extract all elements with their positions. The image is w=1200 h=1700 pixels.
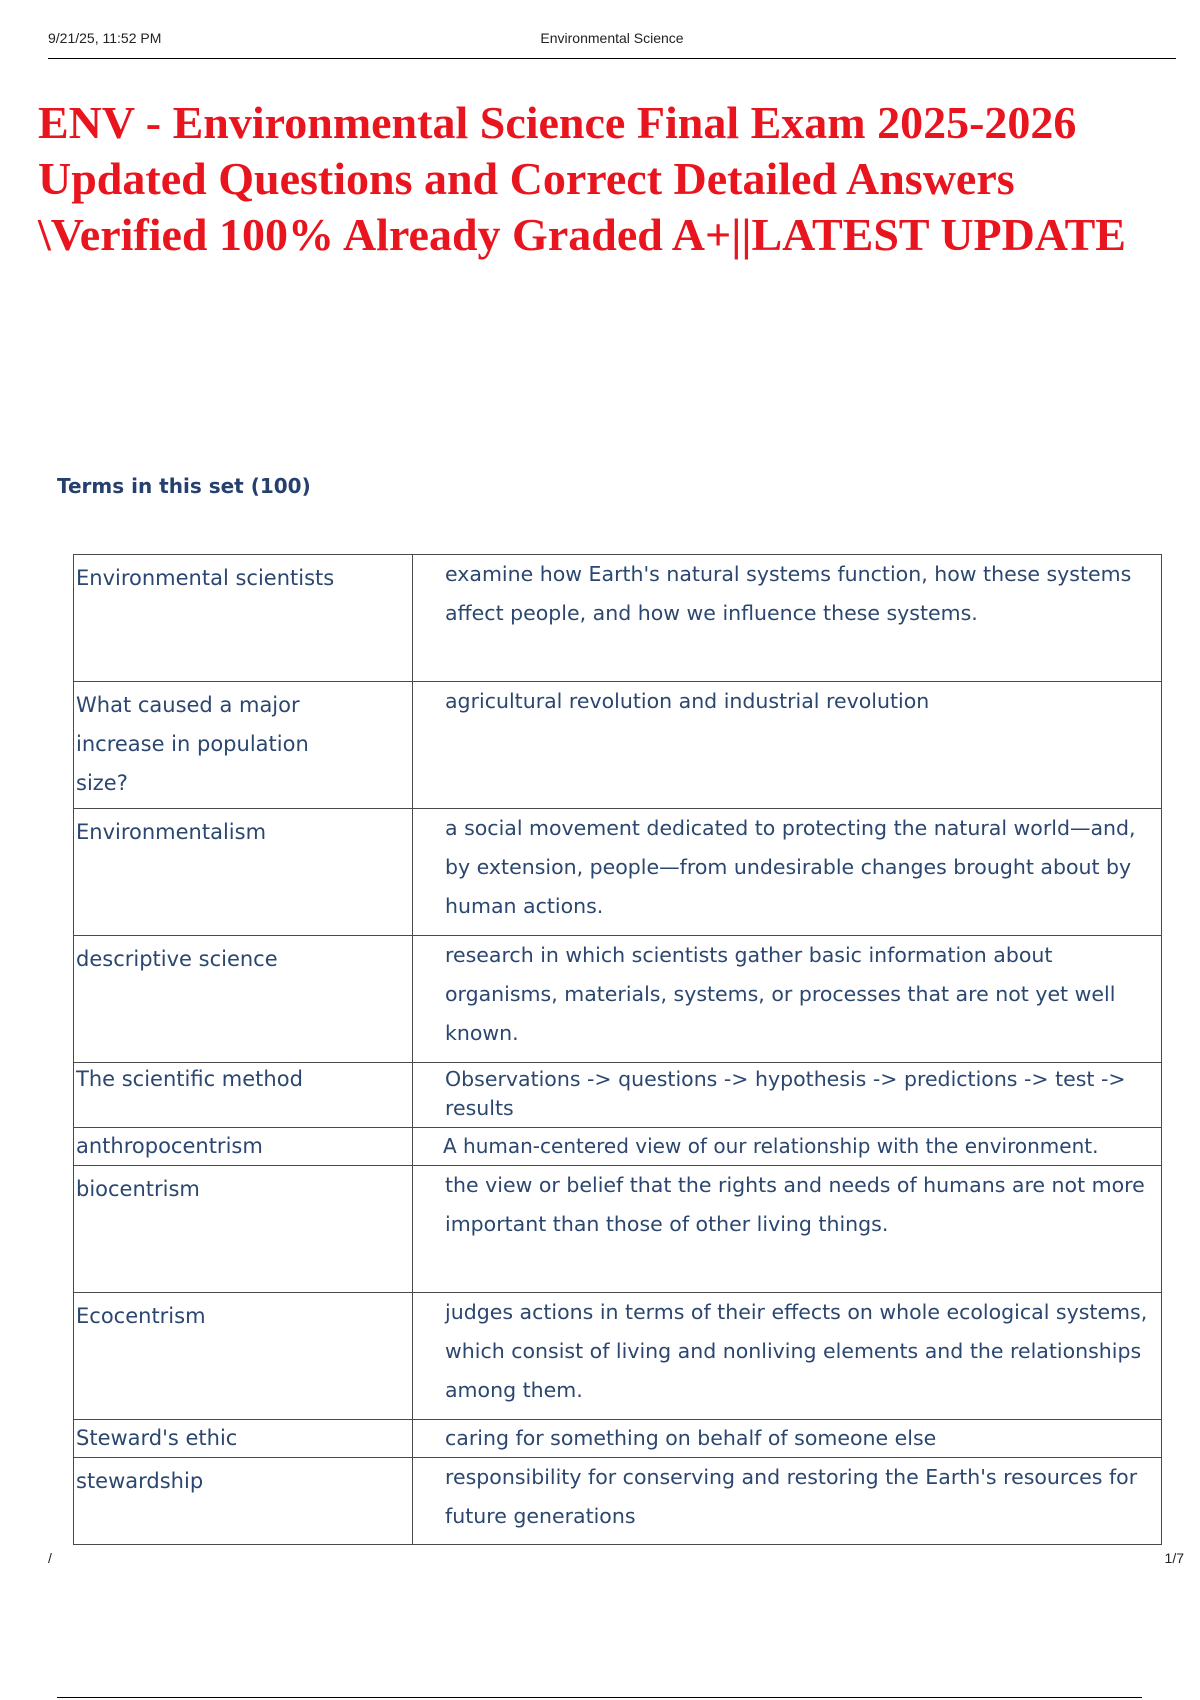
- definition-cell: A human-centered view of our relationship with the environment.: [413, 1128, 1162, 1166]
- term-cell: anthropocentrism: [74, 1128, 413, 1166]
- term-cell: stewardship: [74, 1458, 413, 1545]
- term-cell: The scientific method: [74, 1063, 413, 1128]
- definition-cell: judges actions in terms of their effects on whole ecological systems, which consist of living and nonliving elements and the relationships among them.: [413, 1293, 1162, 1420]
- term-cell: Environmentalism: [74, 809, 413, 936]
- definition-cell: examine how Earth's natural systems function, how these systems affect people, and how we influence these systems.: [413, 555, 1162, 682]
- term-cell: Environmental scientists: [74, 555, 413, 682]
- table-row: [74, 682, 1162, 809]
- print-datetime: 9/21/25, 11:52 PM: [48, 30, 162, 46]
- table-row: [74, 809, 1162, 936]
- term-cell: biocentrism: [74, 1166, 413, 1293]
- definition-cell: caring for something on behalf of someone else: [413, 1420, 1162, 1458]
- term-cell: Steward's ethic: [74, 1420, 413, 1458]
- terms-table: [73, 554, 1162, 1545]
- term-cell: descriptive science: [74, 936, 413, 1063]
- print-doc-title: Environmental Science: [540, 30, 684, 46]
- print-header: [48, 28, 1176, 59]
- table-row: [74, 1128, 1162, 1166]
- table-row: [74, 1420, 1162, 1458]
- definition-cell: research in which scientists gather basic information about organisms, materials, systems, or processes that are not yet well known.: [413, 936, 1162, 1063]
- table-row: [74, 555, 1162, 682]
- definition-cell: a social movement dedicated to protecting the natural world—and, by extension, people—from undesirable changes brought about by human actions.: [413, 809, 1162, 936]
- term-cell: What caused a major increase in population size?: [74, 682, 413, 809]
- terms-heading: Terms in this set (100): [57, 474, 311, 498]
- term-cell: Ecocentrism: [74, 1293, 413, 1420]
- print-footer-url: /: [48, 1550, 52, 1566]
- table-row: [74, 1458, 1162, 1545]
- definition-cell: Observations -> questions -> hypothesis -> predictions -> test -> results: [413, 1063, 1162, 1128]
- bottom-divider: [57, 1697, 1142, 1698]
- definition-cell: agricultural revolution and industrial revolution: [413, 682, 1162, 809]
- definition-cell: responsibility for conserving and restoring the Earth's resources for future generations: [413, 1458, 1162, 1545]
- page-number: 1/7: [1164, 1550, 1184, 1566]
- table-row: [74, 1166, 1162, 1293]
- table-row: [74, 936, 1162, 1063]
- table-row: [74, 1063, 1162, 1128]
- definition-cell: the view or belief that the rights and needs of humans are not more important than those of other living things.: [413, 1166, 1162, 1293]
- document-title: ENV - Environmental Science Final Exam 2025-2026 Updated Questions and Correct Detailed Answers \Verified 100% Already Graded A+||LATEST UPDATE: [38, 97, 1126, 260]
- table-row: [74, 1293, 1162, 1420]
